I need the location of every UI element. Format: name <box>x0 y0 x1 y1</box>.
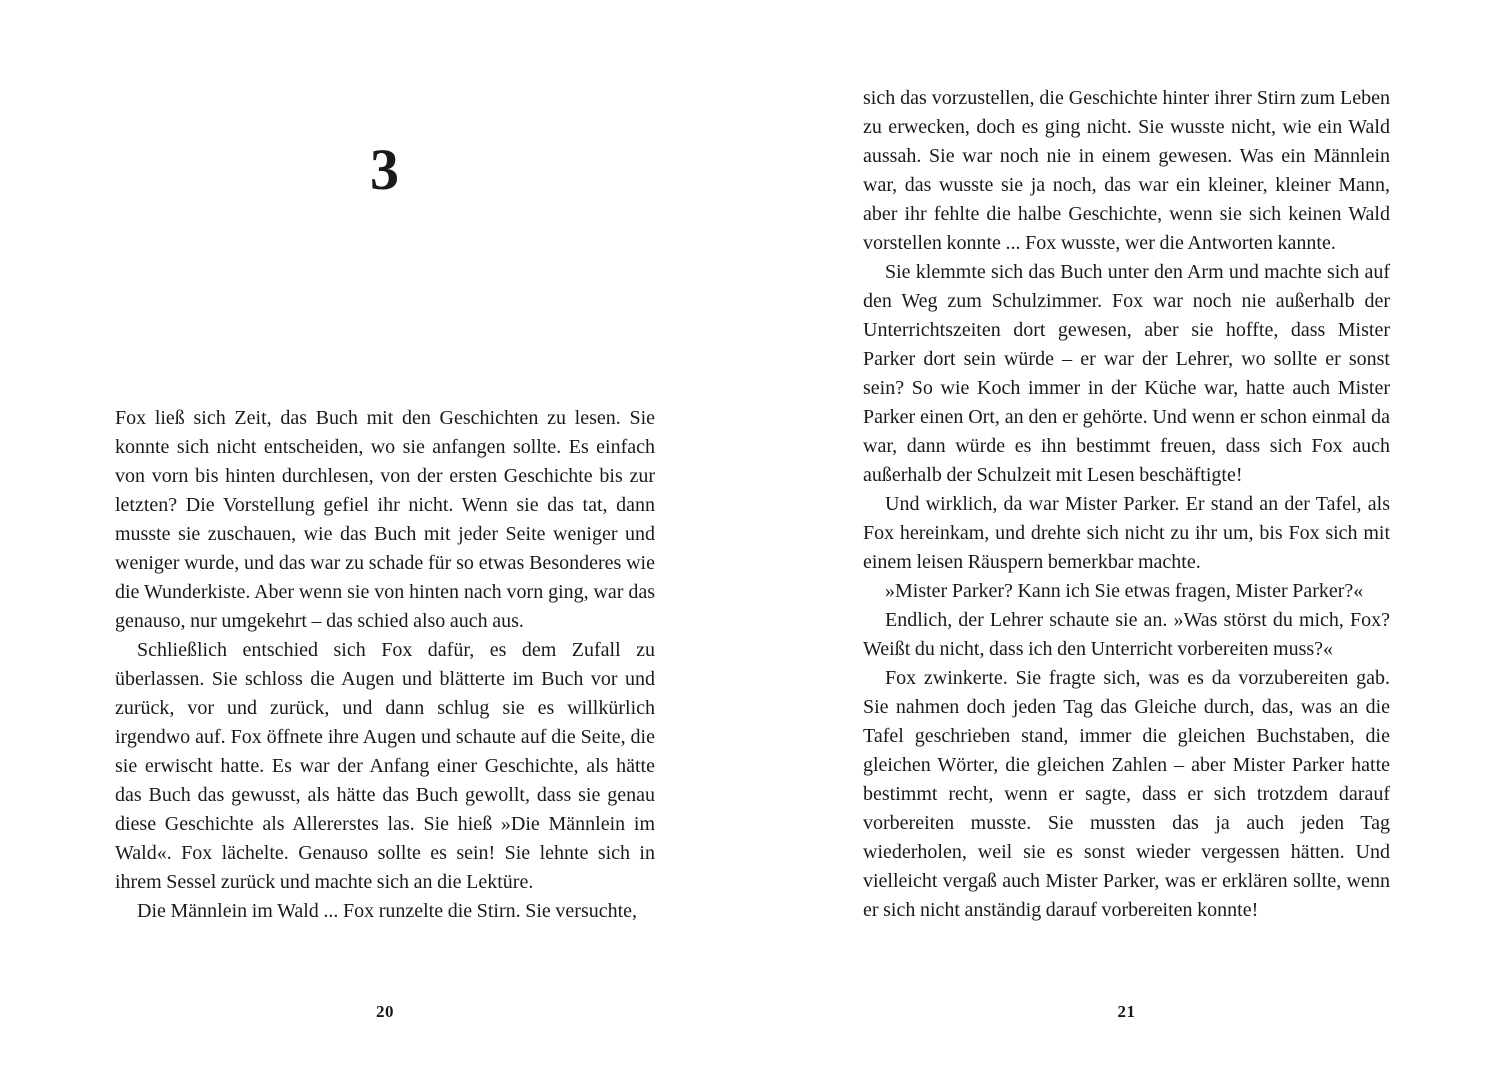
paragraph: Fox ließ sich Zeit, das Buch mit den Geschichten zu lesen. Sie konnte sich nicht entscheiden, wo sie anfangen sollte. Es einfach von vorn bis hinten durchlesen, von der ersten Geschichte bis zur letzten? Die Vorstellung gefiel ihr nicht. Wenn sie das tat, dann musste sie zuschauen, wie das Buch mit jeder Seite weniger und weniger wurde, und das war zu schade für so etwas Besonderes wie die Wunderkiste. Aber wenn sie von hinten nach vorn ging, war das genauso, nur umgekehrt – das schied also auch aus. <box>115 407 655 632</box>
page-left <box>115 0 655 1086</box>
paragraph: »Mister Parker? Kann ich Sie etwas fragen, Mister Parker?« <box>885 580 1364 602</box>
paragraph: Schließlich entschied sich Fox dafür, es dem Zufall zu überlassen. Sie schloss die Augen und blätterte im Buch vor und zurück, vor und zurück, und dann schlug sie es willkürlich irgendwo auf. Fox öffnete ihre Augen und schaute auf die Seite, die sie erwischt hatte. Es war der Anfang einer Geschichte, als hätte das Buch das gewusst, als hätte das Buch gewollt, dass sie genau diese Geschichte als Allererstes las. Sie hieß »Die Männlein im Wald«. Fox lächelte. Genauso sollte es sein! Sie lehnte sich in ihrem Sessel zurück und machte sich an die Lektüre. <box>115 639 655 893</box>
left-page-text <box>115 404 655 926</box>
paragraph: Sie klemmte sich das Buch unter den Arm und machte sich auf den Weg zum Schulzimmer. Fox war noch nie außerhalb der Unterrichtszeiten dort gewesen, aber sie hoffte, dass Mister Parker dort sein würde – er war der Lehrer, wo sollte er sonst sein? So wie Koch immer in der Küche war, hatte auch Mister Parker einen Ort, an den er gehörte. Und wenn er schon einmal da war, dann würde es ihn bestimmt freuen, dass sich Fox auch außerhalb der Schulzeit mit Lesen beschäftigte! <box>863 261 1390 486</box>
page-number-right: 21 <box>1117 1002 1136 1021</box>
right-page-text <box>863 84 1390 925</box>
paragraph: sich das vorzustellen, die Geschichte hinter ihrer Stirn zum Leben zu erwecken, doch es ging nicht. Sie wusste nicht, wie ein Wald aussah. Sie war noch nie in einem gewesen. Was ein Männlein war, das wusste sie ja noch, das war ein kleiner, kleiner Mann, aber ihr fehlte die halbe Geschichte, wenn sie sich keinen Wald vorstellen konnte ... Fox wusste, wer die Antworten kannte. <box>863 87 1390 254</box>
paragraph: Und wirklich, da war Mister Parker. Er stand an der Tafel, als Fox hereinkam, und drehte sich nicht zu ihr um, bis Fox sich mit einem leisen Räuspern bemerkbar machte. <box>863 493 1390 573</box>
chapter-number: 3 <box>370 137 400 202</box>
page-right <box>863 0 1390 1086</box>
paragraph: Die Männlein im Wald ... Fox runzelte die Stirn. Sie versuchte, <box>137 900 638 922</box>
page-number-left: 20 <box>376 1002 394 1021</box>
paragraph: Fox zwinkerte. Sie fragte sich, was es da vorzubereiten gab. Sie nahmen doch jeden Tag das Gleiche durch, das, was an die Tafel geschrieben stand, immer die gleichen Buchstaben, die gleichen Wörter, die gleichen Zahlen – aber Mister Parker hatte bestimmt recht, wenn er sagte, dass er sich trotzdem darauf vorbereiten musste. Sie mussten das ja auch jeden Tag wiederholen, weil sie es sonst wieder vergessen hätten. Und vielleicht vergaß auch Mister Parker, was er erklären sollte, wenn er sich nicht anständig darauf vorbereiten konnte! <box>863 667 1390 921</box>
paragraph: Endlich, der Lehrer schaute sie an. »Was störst du mich, Fox? Weißt du nicht, dass ich den Unterricht vorbereiten muss?« <box>863 609 1390 660</box>
